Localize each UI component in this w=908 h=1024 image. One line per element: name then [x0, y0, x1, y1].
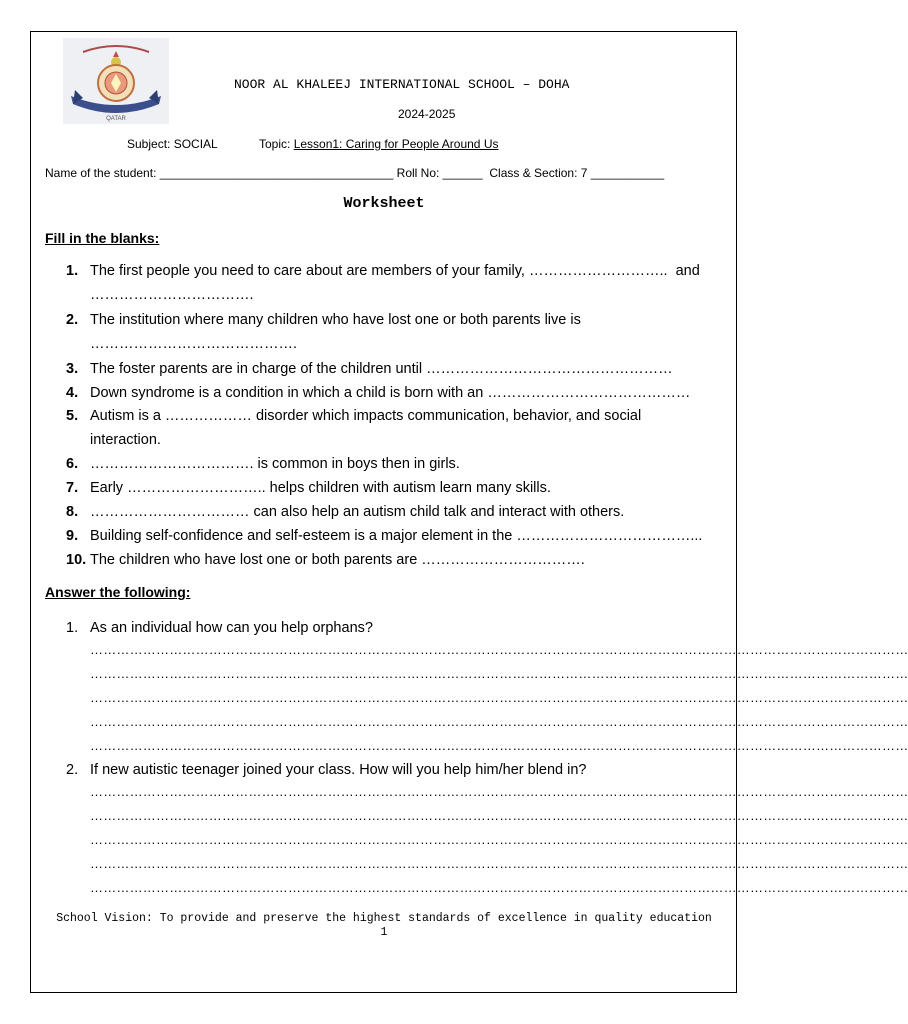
item-number: 6. — [66, 456, 79, 472]
item-text: Building self-confidence and self-esteem is a major element in the ………………………………... — [90, 528, 703, 544]
question-text: If new autistic teenager joined your class. How will you help him/her blend in? — [90, 762, 587, 778]
topic-label: Topic: — [259, 137, 294, 151]
answer-line[interactable]: …………………………………………………………………………………………………………………………………………………………………… — [90, 832, 908, 847]
item-text: The children who have lost one or both parents are ……………………………. — [90, 552, 585, 568]
answer-line[interactable]: …………………………………………………………………………………………………………………………………………………………………… — [90, 784, 908, 799]
subject-label: Subject: SOCIAL — [127, 137, 218, 151]
fill-blank-item — [66, 452, 460, 476]
item-number: 2. — [66, 312, 79, 328]
fill-blank-item — [66, 357, 673, 381]
answer-line[interactable]: …………………………………………………………………………………………………………………………………………………………………… — [90, 808, 908, 823]
answer-heading: Answer the following: — [45, 584, 191, 600]
fill-blank-item — [66, 500, 624, 524]
item-text: …………………………… can also help an autism child talk and interact with others. — [90, 504, 625, 520]
item-text: The first people you need to care about are members of your family, ……………………….. and — [90, 263, 700, 279]
worksheet-title: Worksheet — [343, 195, 425, 212]
item-text: Autism is a ……………… disorder which impacts communication, behavior, and social — [90, 408, 642, 424]
item-number: 4. — [66, 385, 79, 401]
item-continuation: interaction. — [90, 432, 161, 448]
fill-blank-item — [66, 259, 700, 303]
fill-blank-item — [66, 381, 690, 405]
answer-question-1 — [66, 616, 373, 640]
question-number: 1. — [66, 620, 79, 636]
answer-line[interactable]: …………………………………………………………………………………………………………………………………………………………………… — [90, 642, 908, 657]
answer-line[interactable]: …………………………………………………………………………………………………………………………………………………………………… — [90, 880, 908, 895]
item-text: Down syndrome is a condition in which a child is born with an …………………………………… — [90, 385, 691, 401]
item-text: Early ……………………….. helps children with autism learn many skills. — [90, 480, 551, 496]
item-number: 8. — [66, 504, 79, 520]
fill-blank-item — [66, 476, 551, 500]
answer-line[interactable]: …………………………………………………………………………………………………………………………………………………………………… — [90, 690, 908, 705]
answer-line[interactable]: …………………………………………………………………………………………………………………………………………………………………… — [90, 714, 908, 729]
fill-blank-item — [66, 548, 585, 572]
footer — [40, 912, 728, 940]
item-number: 7. — [66, 480, 79, 496]
item-number: 1. — [66, 263, 79, 279]
item-text: The institution where many children who have lost one or both parents live is — [90, 312, 581, 328]
fill-blanks-heading: Fill in the blanks: — [45, 230, 160, 246]
item-continuation: ……………………………. — [90, 287, 254, 303]
topic-value: Lesson1: Caring for People Around Us — [293, 137, 499, 151]
question-number: 2. — [66, 762, 79, 778]
page-number: 1 — [380, 926, 388, 939]
school-logo — [63, 38, 169, 124]
student-info-line: Name of the student: ___________________________________ Roll No: ______ Class & Section: 7 ___________ — [45, 166, 665, 180]
item-text: ……………………………. is common in boys then in girls. — [90, 456, 460, 472]
question-text: As an individual how can you help orphans? — [90, 620, 373, 636]
answer-line[interactable]: …………………………………………………………………………………………………………………………………………………………………… — [90, 666, 908, 681]
fill-blank-item — [66, 308, 581, 352]
topic — [259, 137, 498, 151]
academic-year: 2024-2025 — [398, 107, 456, 121]
svg-text:QATAR: QATAR — [106, 116, 126, 122]
answer-line[interactable]: …………………………………………………………………………………………………………………………………………………………………… — [90, 738, 908, 753]
fill-blank-item — [66, 404, 642, 448]
answer-question-2 — [66, 758, 586, 782]
item-continuation: ……………………………………. — [90, 336, 298, 352]
item-text: The foster parents are in charge of the children until …………………………………………… — [90, 361, 673, 377]
item-number: 5. — [66, 408, 79, 424]
item-number: 9. — [66, 528, 79, 544]
fill-blank-item — [66, 524, 702, 548]
item-number: 3. — [66, 361, 79, 377]
school-vision: School Vision: To provide and preserve the highest standards of excellence in quality education — [56, 912, 712, 925]
item-number: 10. — [66, 552, 87, 568]
school-name: NOOR AL KHALEEJ INTERNATIONAL SCHOOL – DOHA — [234, 77, 570, 92]
answer-line[interactable]: …………………………………………………………………………………………………………………………………………………………………… — [90, 856, 908, 871]
